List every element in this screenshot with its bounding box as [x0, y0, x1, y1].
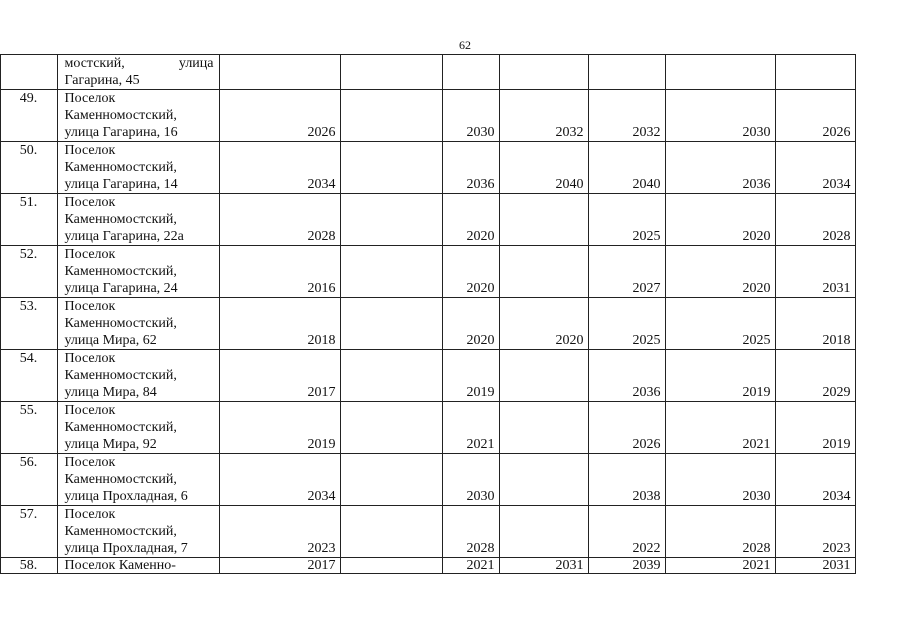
table-row — [0, 454, 855, 506]
value-cell-3: 2020 — [442, 298, 499, 350]
value-cell-7: 2031 — [775, 558, 855, 574]
value-cell-7 — [775, 55, 855, 90]
value-cell-4: 2040 — [499, 142, 588, 194]
value-cell-6: 2021 — [665, 558, 775, 574]
address-text: Поселок Каменно- — [64, 557, 176, 573]
value-cell-4 — [499, 55, 588, 90]
address-cell — [57, 506, 219, 558]
value-cell-7: 2028 — [775, 194, 855, 246]
value-cell-7: 2029 — [775, 350, 855, 402]
address-text: Поселок Каменномостский, улица Прохладная, 6 — [64, 455, 188, 504]
value-cell-2 — [340, 142, 442, 194]
row-number: 49. — [0, 90, 57, 142]
value-cell-5: 2036 — [588, 350, 665, 402]
row-number: 55. — [0, 402, 57, 454]
address-text: Поселок Каменномостский, улица Гагарина, 22а — [64, 195, 184, 244]
value-cell-4 — [499, 506, 588, 558]
value-cell-2 — [340, 246, 442, 298]
value-cell-2 — [340, 194, 442, 246]
value-cell-7: 2034 — [775, 142, 855, 194]
table-row — [0, 402, 855, 454]
value-cell-1: 2016 — [219, 246, 340, 298]
value-cell-4: 2031 — [499, 558, 588, 574]
value-cell-4 — [499, 246, 588, 298]
address-cell — [57, 142, 219, 194]
table-row — [0, 558, 855, 574]
value-cell-3: 2020 — [442, 246, 499, 298]
table-row — [0, 506, 855, 558]
table-row — [0, 194, 855, 246]
value-cell-6: 2021 — [665, 402, 775, 454]
address-text: Поселок Каменномостский, улица Прохладная, 7 — [64, 507, 188, 556]
value-cell-5: 2025 — [588, 194, 665, 246]
value-cell-1: 2019 — [219, 402, 340, 454]
value-cell-6: 2025 — [665, 298, 775, 350]
value-cell-6: 2020 — [665, 194, 775, 246]
value-cell-6: 2030 — [665, 454, 775, 506]
value-cell-5: 2022 — [588, 506, 665, 558]
value-cell-3: 2028 — [442, 506, 499, 558]
value-cell-2 — [340, 350, 442, 402]
value-cell-1: 2018 — [219, 298, 340, 350]
value-cell-7: 2026 — [775, 90, 855, 142]
value-cell-4 — [499, 454, 588, 506]
value-cell-1: 2026 — [219, 90, 340, 142]
address-cell — [57, 402, 219, 454]
value-cell-1: 2017 — [219, 558, 340, 574]
address-text: мостский, улица Гагарина, 45 — [64, 56, 214, 88]
address-cell — [57, 194, 219, 246]
table-row — [0, 55, 855, 90]
value-cell-6: 2030 — [665, 90, 775, 142]
value-cell-1: 2028 — [219, 194, 340, 246]
value-cell-4: 2032 — [499, 90, 588, 142]
value-cell-6: 2019 — [665, 350, 775, 402]
address-cell — [57, 350, 219, 402]
value-cell-6: 2036 — [665, 142, 775, 194]
value-cell-7: 2018 — [775, 298, 855, 350]
value-cell-7: 2034 — [775, 454, 855, 506]
address-cell — [57, 454, 219, 506]
value-cell-5: 2040 — [588, 142, 665, 194]
value-cell-5 — [588, 55, 665, 90]
table-row — [0, 298, 855, 350]
table-row — [0, 350, 855, 402]
row-number: 57. — [0, 506, 57, 558]
value-cell-3: 2021 — [442, 402, 499, 454]
value-cell-5: 2026 — [588, 402, 665, 454]
address-text: Поселок Каменномостский, улица Гагарина, 16 — [64, 91, 178, 140]
value-cell-5: 2027 — [588, 246, 665, 298]
value-cell-2 — [340, 55, 442, 90]
table-row — [0, 246, 855, 298]
value-cell-4: 2020 — [499, 298, 588, 350]
address-cell — [57, 246, 219, 298]
row-number: 54. — [0, 350, 57, 402]
row-number: 53. — [0, 298, 57, 350]
value-cell-1 — [219, 55, 340, 90]
row-number: 51. — [0, 194, 57, 246]
row-number: 50. — [0, 142, 57, 194]
value-cell-2 — [340, 298, 442, 350]
value-cell-6 — [665, 55, 775, 90]
value-cell-3: 2021 — [442, 558, 499, 574]
address-text: Поселок Каменномостский, улица Мира, 84 — [64, 351, 177, 400]
row-number: 52. — [0, 246, 57, 298]
row-number — [0, 55, 57, 90]
value-cell-2 — [340, 402, 442, 454]
value-cell-4 — [499, 194, 588, 246]
value-cell-3: 2030 — [442, 90, 499, 142]
value-cell-5: 2032 — [588, 90, 665, 142]
value-cell-2 — [340, 506, 442, 558]
value-cell-6: 2028 — [665, 506, 775, 558]
value-cell-7: 2023 — [775, 506, 855, 558]
value-cell-3: 2030 — [442, 454, 499, 506]
value-cell-5: 2038 — [588, 454, 665, 506]
page-number: 62 — [459, 38, 471, 52]
value-cell-3 — [442, 55, 499, 90]
address-cell — [57, 298, 219, 350]
value-cell-2 — [340, 90, 442, 142]
value-cell-3: 2036 — [442, 142, 499, 194]
row-number: 58. — [0, 558, 57, 574]
value-cell-1: 2023 — [219, 506, 340, 558]
table-row — [0, 90, 855, 142]
value-cell-3: 2019 — [442, 350, 499, 402]
value-cell-3: 2020 — [442, 194, 499, 246]
value-cell-2 — [340, 558, 442, 574]
table-row — [0, 142, 855, 194]
value-cell-4 — [499, 350, 588, 402]
value-cell-7: 2019 — [775, 402, 855, 454]
address-text: Поселок Каменномостский, улица Мира, 62 — [64, 299, 177, 348]
value-cell-1: 2034 — [219, 142, 340, 194]
address-text: Поселок Каменномостский, улица Гагарина, 14 — [64, 143, 178, 192]
row-number: 56. — [0, 454, 57, 506]
value-cell-4 — [499, 402, 588, 454]
value-cell-6: 2020 — [665, 246, 775, 298]
address-cell — [57, 90, 219, 142]
value-cell-1: 2017 — [219, 350, 340, 402]
data-table — [0, 54, 856, 574]
address-cell — [57, 55, 219, 90]
address-text: Поселок Каменномостский, улица Гагарина, 24 — [64, 247, 178, 296]
value-cell-1: 2034 — [219, 454, 340, 506]
value-cell-5: 2025 — [588, 298, 665, 350]
address-cell — [57, 558, 219, 574]
address-text: Поселок Каменномостский, улица Мира, 92 — [64, 403, 177, 452]
value-cell-7: 2031 — [775, 246, 855, 298]
value-cell-5: 2039 — [588, 558, 665, 574]
value-cell-2 — [340, 454, 442, 506]
